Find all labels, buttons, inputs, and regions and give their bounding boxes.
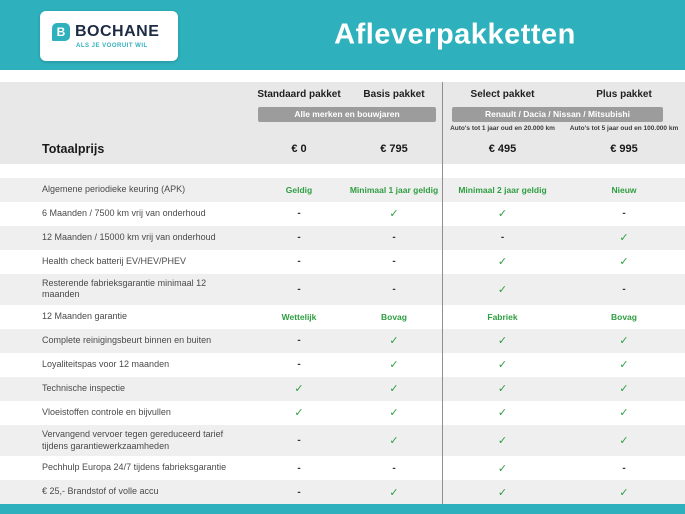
bochane-logo: [40, 11, 178, 61]
check-icon: ✓: [497, 407, 508, 420]
check-icon: ✓: [294, 407, 304, 420]
logo-text: BOCHANE: [75, 23, 160, 40]
dash-mark: -: [622, 208, 626, 219]
dash-mark: -: [297, 359, 301, 371]
check-icon: ✓: [619, 335, 629, 348]
feature-row: [0, 425, 685, 456]
feature-value: Nieuw: [611, 184, 637, 195]
check-icon: ✓: [497, 435, 508, 448]
check-icon: ✓: [619, 232, 629, 244]
feature-value: Fabriek: [487, 311, 518, 322]
check-icon: ✓: [497, 383, 508, 396]
check-icon: ✓: [497, 256, 508, 268]
dash-mark: -: [297, 462, 301, 474]
feature-row: [0, 274, 685, 305]
feature-row: [0, 401, 685, 425]
dash-mark: -: [297, 335, 301, 347]
dash-mark: -: [297, 435, 301, 447]
price-row: [0, 136, 685, 162]
feature-row: [0, 305, 685, 329]
check-icon: ✓: [497, 283, 508, 296]
dash-mark: -: [297, 256, 301, 267]
dash-mark: -: [297, 232, 301, 243]
check-icon: ✓: [389, 435, 399, 448]
check-icon: ✓: [389, 208, 399, 220]
price-value-plus: € 995: [610, 142, 638, 155]
group-badge-renault-dacia-nissan-mitsubishi: Renault / Dacia / Nissan / Mitsubishi: [452, 107, 663, 122]
feature-label: Health check batterij EV/HEV/PHEV: [42, 255, 187, 266]
feature-value: Bovag: [381, 311, 407, 322]
dash-mark: -: [392, 232, 396, 243]
check-icon: ✓: [497, 335, 508, 348]
feature-label: Pechhulp Europa 24/7 tijdens fabrieksgarantie: [42, 462, 227, 473]
feature-value: Minimaal 2 jaar geldig: [458, 184, 547, 195]
feature-row: [0, 178, 685, 202]
dash-mark: -: [392, 256, 396, 267]
check-icon: ✓: [389, 407, 399, 420]
dash-mark: -: [500, 232, 505, 243]
check-icon: ✓: [294, 383, 304, 396]
check-icon: ✓: [389, 359, 399, 372]
column-titles-row: [0, 89, 685, 104]
dash-mark: -: [297, 486, 301, 498]
page-title: Afleverpakketten: [334, 18, 576, 51]
feature-row: [0, 250, 685, 274]
price-value-standaard: € 0: [291, 142, 307, 155]
feature-value: Wettelijk: [281, 311, 317, 322]
packages-table: [0, 82, 685, 504]
check-icon: ✓: [619, 359, 629, 372]
feature-value: Bovag: [611, 311, 637, 322]
feature-label: Loyaliteitspas voor 12 maanden: [42, 359, 170, 370]
feature-label: Algemene periodieke keuring (APK): [42, 183, 186, 194]
dash-mark: -: [297, 208, 301, 219]
check-icon: ✓: [389, 383, 399, 396]
bochane-logo-icon: B: [52, 23, 70, 41]
feature-label: Technische inspectie: [42, 383, 126, 394]
check-icon: ✓: [619, 407, 629, 420]
feature-label: Complete reinigingsbeurt binnen en buiten: [42, 335, 212, 346]
dash-mark: -: [622, 462, 626, 474]
dash-mark: -: [392, 283, 396, 295]
check-icon: ✓: [619, 435, 629, 448]
check-icon: ✓: [497, 486, 508, 499]
check-icon: ✓: [619, 486, 629, 499]
dash-mark: -: [622, 283, 626, 295]
check-icon: ✓: [389, 335, 399, 348]
logo-tagline: ALS JE VOORUIT WIL: [76, 43, 148, 49]
feature-row: [0, 226, 685, 250]
feature-value: Minimaal 1 jaar geldig: [349, 184, 439, 195]
column-title-select: Select pakket: [470, 89, 535, 100]
feature-row: [0, 377, 685, 401]
feature-label: 12 Maanden garantie: [42, 311, 128, 322]
feature-label: 6 Maanden / 7500 km vrij van onderhoud: [42, 207, 206, 218]
price-value-select: € 495: [488, 142, 517, 155]
spacer-row: [0, 164, 685, 178]
price-value-basis: € 795: [380, 142, 408, 155]
dash-mark: -: [297, 283, 301, 295]
column-title-basis: Basis pakket: [363, 89, 425, 100]
price-row-label: Totaalprijs: [42, 141, 105, 156]
header: [0, 0, 685, 70]
group-divider: [442, 82, 443, 504]
feature-label: 12 Maanden / 15000 km vrij van onderhoud: [42, 231, 216, 242]
check-icon: ✓: [497, 359, 508, 372]
group-badges-row: [0, 107, 685, 122]
check-icon: ✓: [497, 462, 508, 475]
feature-row: [0, 353, 685, 377]
spacer: [0, 89, 252, 104]
column-notes-row: [0, 125, 685, 136]
feature-row: [0, 480, 685, 504]
logo-row: [52, 23, 178, 41]
check-icon: ✓: [619, 383, 629, 396]
dash-mark: -: [392, 462, 396, 474]
footer-bar: [0, 504, 685, 514]
feature-label: Vervangend vervoer tegen gereduceerd tarief tijdens garantiewerkzaamheden: [42, 428, 224, 451]
table-header: [0, 82, 685, 164]
check-icon: ✓: [619, 256, 629, 268]
column-title-plus: Plus pakket: [596, 89, 652, 100]
feature-label: € 25,- Brandstof of volle accu: [42, 486, 159, 497]
feature-label: Vloeistoffen controle en bijvullen: [42, 407, 171, 418]
feature-rows: [0, 178, 685, 505]
feature-row: [0, 329, 685, 353]
column-note-select: Auto's tot 1 jaar oud en 20.000 km: [450, 124, 555, 132]
feature-label: Resterende fabrieksgarantie minimaal 12 maanden: [42, 277, 207, 300]
column-note-plus: Auto's tot 5 jaar oud en 100.000 km: [569, 124, 679, 132]
feature-row: [0, 456, 685, 480]
check-icon: ✓: [389, 486, 399, 499]
column-title-standaard: Standaard pakket: [257, 89, 341, 100]
feature-row: [0, 202, 685, 226]
feature-value: Geldig: [285, 184, 313, 195]
check-icon: ✓: [497, 208, 508, 220]
group-badge-alle-merken: Alle merken en bouwjaren: [258, 107, 436, 122]
